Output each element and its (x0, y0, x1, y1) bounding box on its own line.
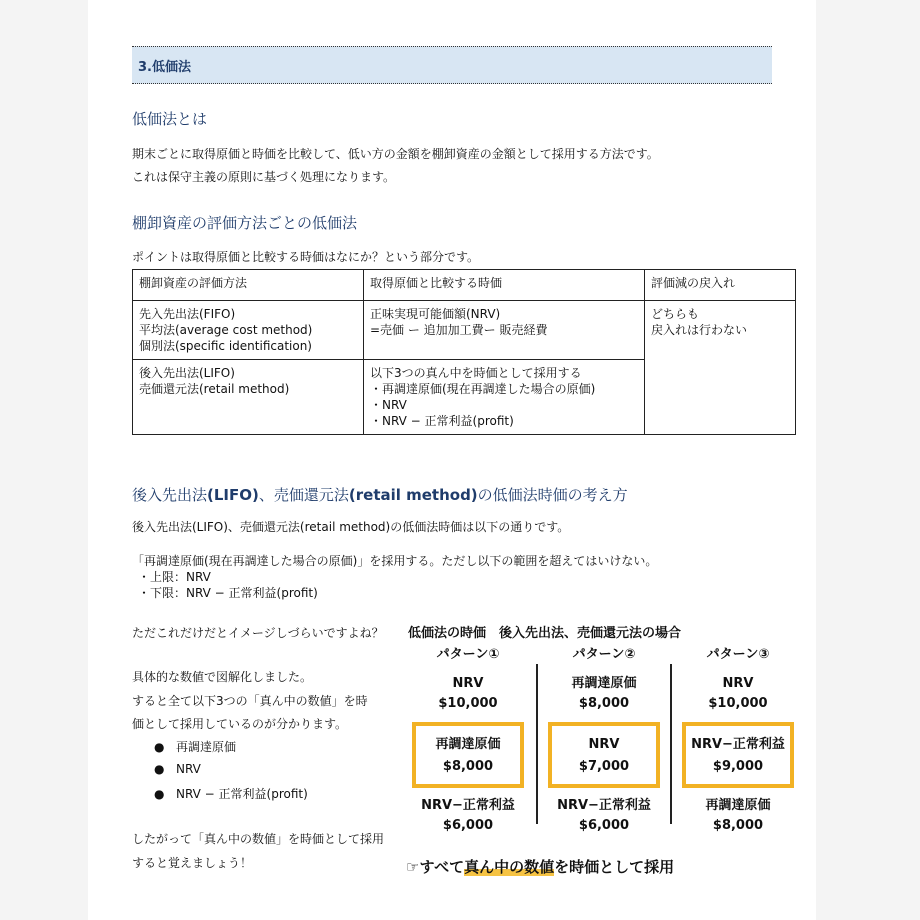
pattern-column-2 (544, 644, 664, 836)
cell-value: $10,000 (438, 696, 498, 711)
section-header-bar (132, 46, 772, 84)
cell-line: =売価 ー 追加加工費ー 販売経費 (370, 323, 548, 337)
conclusion-line-2: すると覚えましょう！ (132, 856, 253, 870)
cell-line: 平均法(average cost method) (139, 323, 313, 337)
cell-line: ・再調達原価(現在再調達した場合の原価) (370, 382, 596, 396)
pattern-top (408, 674, 528, 714)
cell-label: NRV (588, 737, 620, 752)
cell-value: $8,000 (712, 818, 764, 833)
pattern-bottom (678, 796, 798, 836)
cell-label: 再調達原価 (571, 676, 637, 691)
table-cell-method (133, 360, 364, 435)
table-cell-method (133, 301, 364, 360)
cell-line: 正味実現可能価額(NRV) (370, 307, 501, 321)
pattern-bottom (544, 796, 664, 836)
intro-line-2: これは保守主義の原則に基づく処理になります。 (132, 170, 396, 184)
section-title: 3.低価法 (138, 60, 191, 75)
explain-para-2a: すると全て以下3つの「真ん中の数値」を時 (132, 694, 368, 708)
cell-value: $8,000 (442, 759, 494, 774)
pattern-column-3 (678, 644, 798, 836)
cell-line: 後入先出法(LIFO) (139, 366, 235, 380)
lifo-lower-limit: ・下限：NRV − 正常利益(profit) (138, 586, 318, 600)
lifo-heading-part: 、売価還元法 (258, 486, 349, 504)
list-item: ● 再調達原価 (154, 740, 237, 754)
table-row (133, 301, 796, 360)
valuation-methods-table (132, 269, 796, 435)
cell-label: 再調達原価 (435, 737, 501, 752)
cell-line: 売価還元法(retail method) (139, 382, 290, 396)
table-header-cell: 取得原価と比較する時価 (364, 270, 645, 301)
intro-line-1: 期末ごとに取得原価と時価を比較して、低い方の金額を棚卸資産の金額として採用する方法です。 (132, 147, 659, 161)
cell-line: 先入先出法(FIFO) (139, 307, 236, 321)
methods-lead: ポイントは取得原価と比較する時価はなにか？という部分です。 (132, 250, 480, 264)
explain-para-1: 具体的な数値で図解化しました。 (132, 670, 313, 684)
cell-label: NRV−正常利益 (691, 737, 785, 752)
footer-text: を時価として採用 (554, 858, 675, 876)
list-item-label: NRV (176, 762, 201, 776)
lifo-upper-limit: ・上限：NRV (138, 570, 211, 584)
cell-label: NRV−正常利益 (557, 798, 651, 813)
intro-heading: 低価法とは (132, 110, 208, 128)
table-header-row (133, 270, 796, 301)
methods-heading: 棚卸資産の評価方法ごとの低価法 (132, 214, 358, 232)
explain-para-2b: 価として採用しているのが分かります。 (132, 717, 348, 731)
document-page (88, 0, 816, 920)
pattern-bottom (408, 796, 528, 836)
footer-text: すべて (419, 858, 465, 876)
table-cell-market (364, 301, 645, 360)
cell-value: $8,000 (578, 696, 630, 711)
lifo-heading-part: 後入先出法 (132, 486, 208, 504)
list-item-label: NRV − 正常利益(profit) (176, 787, 308, 801)
cell-line: どちらも (651, 307, 700, 321)
cell-label: NRV (722, 676, 754, 691)
lifo-heading-part: の低価法時価の考え方 (477, 486, 628, 504)
pointing-hand-icon: ☞ (406, 858, 420, 876)
cell-line: 以下3つの真ん中を時価として採用する (370, 366, 582, 380)
pattern-middle-highlight (682, 722, 794, 788)
cell-label: NRV (452, 676, 484, 691)
table-cell-market (364, 360, 645, 435)
table-header-cell: 棚卸資産の評価方法 (133, 270, 364, 301)
cell-value: $10,000 (708, 696, 768, 711)
pattern-name: パターン② (572, 647, 636, 662)
pattern-middle-highlight (412, 722, 524, 788)
pattern-top (678, 674, 798, 714)
pattern-column-1 (408, 644, 528, 836)
lifo-heading (132, 484, 628, 505)
cell-line: ・NRV − 正常利益(profit) (370, 414, 514, 428)
list-item: ● NRV (154, 762, 201, 776)
cell-value: $6,000 (578, 818, 630, 833)
cell-value: $7,000 (578, 759, 630, 774)
list-item-label: 再調達原価 (176, 740, 237, 754)
cell-value: $9,000 (712, 759, 764, 774)
lifo-line-1: 後入先出法(LIFO)、売価還元法(retail method)の低価法時価は以下の通りです。 (132, 520, 570, 534)
pattern-name: パターン① (436, 647, 500, 662)
diagram-title: 低価法の時価 後入先出法、売価還元法の場合 (408, 626, 682, 641)
pattern-middle-highlight (548, 722, 660, 788)
cell-line: 戻入れは行わない (651, 323, 748, 337)
footer-underlined-text: 真ん中の数値 (464, 858, 555, 876)
diagram-footer-note (406, 856, 674, 877)
lifo-heading-part: (retail method) (348, 486, 478, 504)
cell-line: 個別法(specific identification) (139, 339, 312, 353)
lifo-line-2: 「再調達原価(現在再調達した場合の原価)」を採用する。ただし以下の範囲を超えてはいけない。 (132, 554, 658, 568)
list-item: ● NRV − 正常利益(profit) (154, 787, 308, 801)
cell-line: ・NRV (370, 398, 407, 412)
lower-of-cost-diagram (406, 616, 806, 886)
pattern-name: パターン③ (706, 647, 770, 662)
explain-question: ただこれだけだとイメージしづらいですよね？ (132, 626, 384, 640)
cell-label: NRV−正常利益 (421, 798, 515, 813)
column-divider (670, 664, 672, 824)
table-header-cell: 評価減の戻入れ (645, 270, 796, 301)
lifo-heading-part: (LIFO) (207, 486, 259, 504)
cell-value: $6,000 (442, 818, 494, 833)
pattern-top (544, 674, 664, 714)
column-divider (536, 664, 538, 824)
table-cell-reversal (645, 301, 796, 435)
cell-label: 再調達原価 (705, 798, 771, 813)
conclusion-line-1: したがって「真ん中の数値」を時価として採用 (132, 832, 385, 846)
